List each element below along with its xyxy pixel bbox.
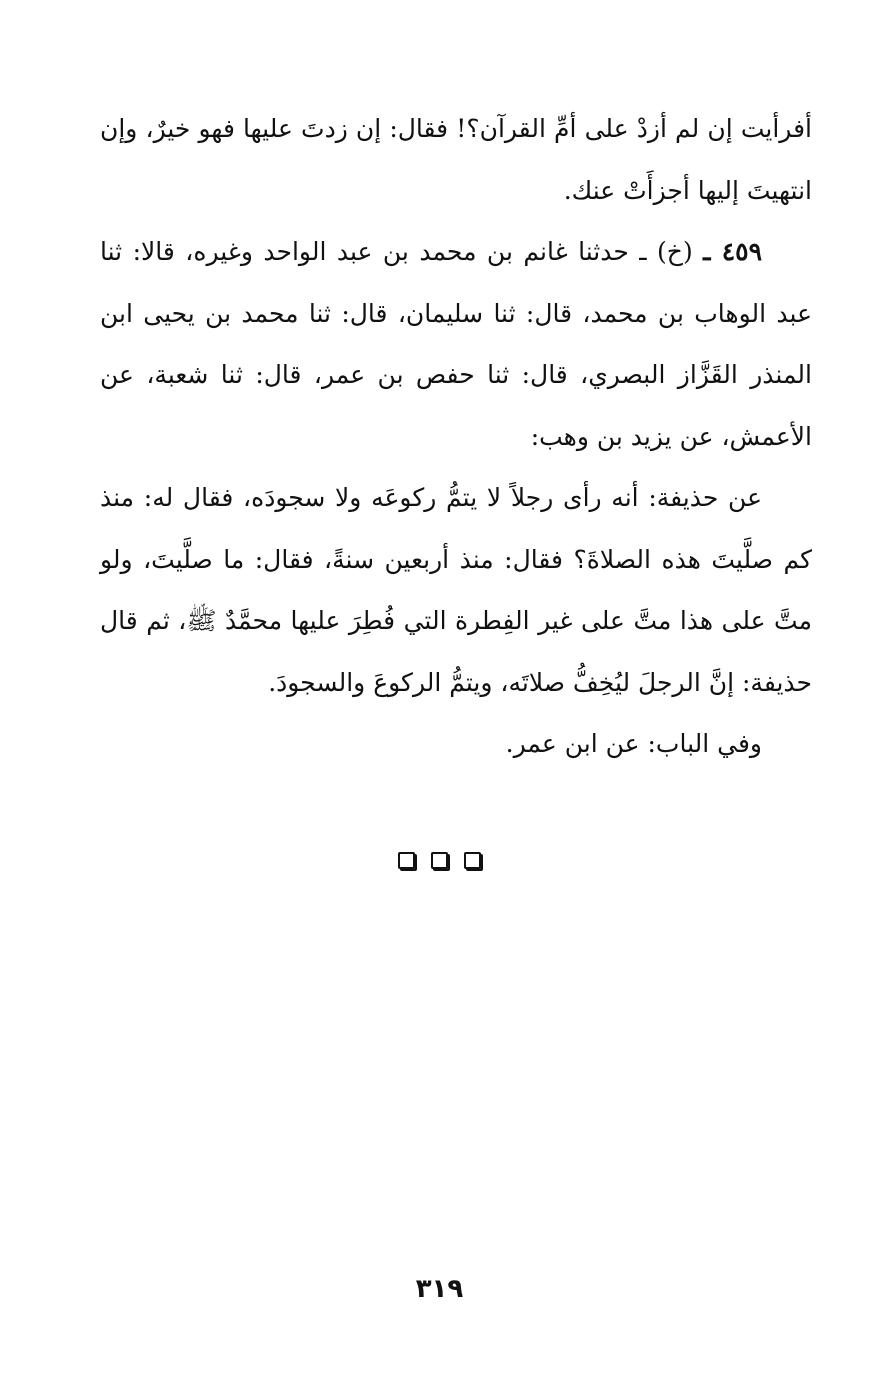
paragraph-continuation: أفرأيت إن لم أزدْ على أمِّ القرآن؟! فقال: إن زدتَ عليها فهو خيرٌ، وإن انتهيتَ إليها أجزأَتْ عنك. xyxy=(100,114,812,205)
paragraph-chapter-note: وفي الباب: عن ابن عمر. xyxy=(505,729,762,758)
page-number: ٣١٩ xyxy=(415,1274,464,1304)
hadith-number: ٤٥٩ ـ xyxy=(703,237,763,266)
paragraph-hadith-text: عن حذيفة: أنه رأى رجلاً لا يتمُّ ركوعَه ولا سجودَه، فقال له: منذ كم صلَّيتَ هذه الصلاةَ؟ فقال: منذ أربعين سنةً، فقال: ما صلَّيتَ، ولو متَّ على هذا متَّ على غير الفِطرة التي فُطِرَ عليها محمَّدٌ ﷺ، ثم قال حذيفة: إنَّ الرجلَ ليُخِفُّ صلاتَه، ويتمُّ الركوعَ والسجودَ. xyxy=(100,483,812,697)
paragraph-hadith-chain xyxy=(100,221,812,467)
square-ornament-icon xyxy=(464,852,481,869)
square-ornament-icon xyxy=(398,852,415,869)
section-end-marks xyxy=(0,852,879,869)
body-text xyxy=(100,98,812,775)
square-ornament-icon xyxy=(431,852,448,869)
hadith-chain-text: (خ) ـ حدثنا غانم بن محمد بن عبد الواحد وغيره، قالا: ثنا عبد الوهاب بن محمد، قال: ثنا سليمان، قال: ثنا محمد بن يحيى ابن المنذر القَزَّاز البصري، قال: ثنا حفص بن عمر، قال: ثنا شعبة، عن الأعمش، عن يزيد بن وهب: xyxy=(100,237,812,451)
